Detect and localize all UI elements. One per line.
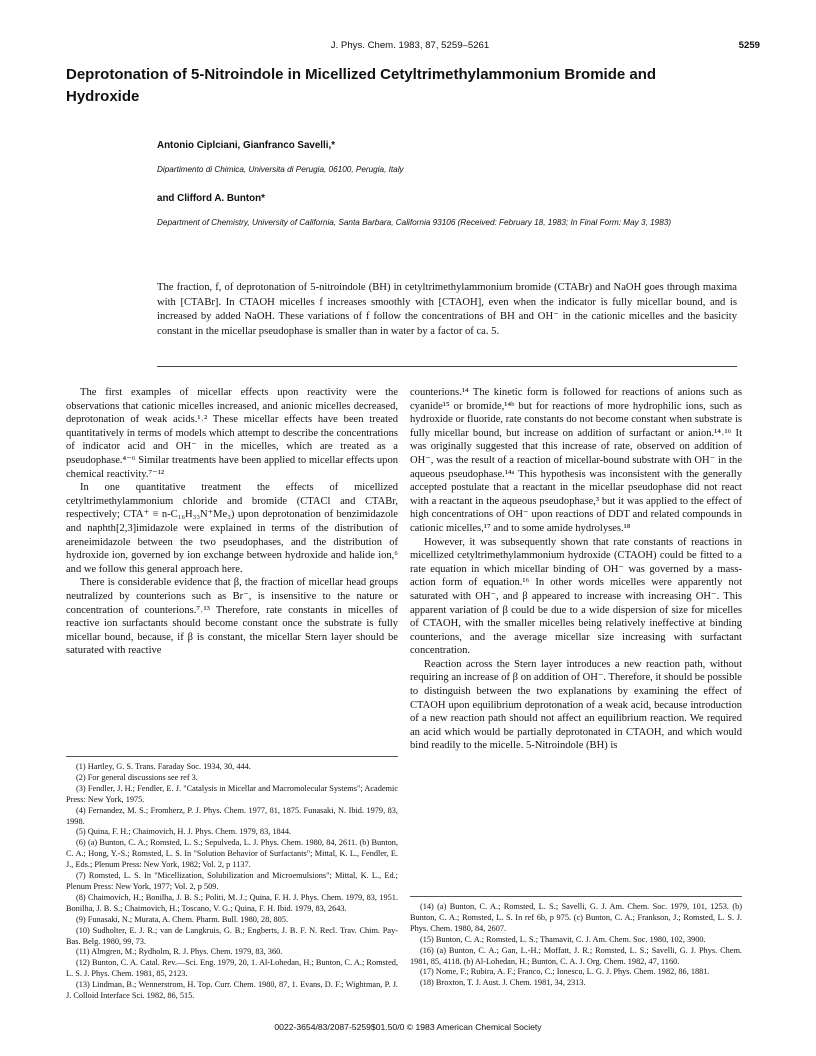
footnote: (18) Broxton, T. J. Aust. J. Chem. 1981, 34, 2313. [420,978,586,988]
paragraph: There is considerable evidence that β, the fraction of micellar head groups neutralized by counterions such as Br⁻, is insensitive to the nature or concentration of counterions.⁷˒¹³ Therefore, rate constants in micelles of reactive ion surfactants should become constant once the substrate is fully micellar bound, because, if β is constant, the micellar Stern layer should be saturated with reactive [66,577,398,657]
running-header [60,40,760,54]
paragraph: Reaction across the Stern layer introduces a new reaction path, without requiring an increase of β on addition of OH⁻. Therefore, it should be possible to distinguish between the two explanations by examining the effect of CTAOH upon equilibrium deprotonation of a weak acid, because introduction of a new reaction path should not affect an equilibrium reaction. We required an acid which would be partially deprotonated in CTAOH, and which would bind readily to the micelle. 5-Nitroindole (BH) is [410,658,742,752]
copyright-footer: 0022-3654/83/2087-5259$01.50/0 © 1983 American Chemical Society [274,1022,542,1032]
affiliation-2: Department of Chemistry, University of California, Santa Barbara, California 93106 (Received: February 18, 1983; In Final Form: May 3, 1983) [157,218,672,227]
footnote: (7) Romsted, L. S. In "Micellization, Solubilization and Microemulsions"; Mittal, K. L., Ed.; Plenum Press: New York, 1977; Vol. 2, p 509. [66,871,398,891]
body-column-right [410,386,742,753]
footnote: (15) Bunton, C. A.; Romsted, L. S.; Thamavit, C. J. Am. Chem. Soc. 1980, 102, 3900. [420,934,706,944]
abstract-divider [157,366,737,367]
affiliation-1: Dipartimento di Chimica, Universita di Perugia, 06100, Perugia, Italy [157,165,404,174]
footnote: (5) Quina, F. H.; Chaimovich, H. J. Phys. Chem. 1979, 83, 1844. [76,827,292,837]
footnote: (8) Chaimovich, H.; Bonilha, J. B. S.; Politi, M. J.; Quina, F. H. J. Phys. Chem. 1979, 83, 1951. Bonilha, J. B. S.; Chaimovich, H.; Toscano, V. G.; Quina, F. H. Ibid. 1979, 83, 2643. [66,892,398,913]
footnote: (10) Sudholter, E. J. R.; van de Langkruis, G. B.; Engberts, J. B. F. N. Recl. Trav. Chim. Pay-Bas. Belg. 1980, 99, 73. [66,925,398,946]
footnotes-left [66,762,398,1002]
abstract: The fraction, f, of deprotonation of 5-nitroindole (BH) in cetyltrimethylammonium bromide (CTABr) and NaOH goes through maxima with [CTABr]. In CTAOH micelles f increases smoothly with [CTAOH], even when the indicator is fully micellar bound, and is increased by added NaOH. These variations of f follow the concentrations of BH and OH⁻ in the cationic micelles and the basicity constant in the micellar pseudophase is smaller than in water by a factor of ca. 5. [157,282,737,337]
footnote: (3) Fendler, J. H.; Fendler, E. J. "Catalysis in Micellar and Macromolecular Systems"; Academic Press: New York, 1975. [66,783,398,804]
footnote: (16) (a) Bunton, C. A.; Gan, L.-H.; Moffatt, J. R.; Romsted, L. S.; Savelli, G. J. Phys. Chem. 1981, 85, 4118. (b) Al-Lohedan, H.; Bunton, C. A. J. Org. Chem. 1982, 47, 1160. [410,945,742,966]
footnote-divider [410,896,742,897]
footnote-divider [66,756,398,757]
body-column-left [66,386,398,658]
footnote: (9) Funasaki, N.; Murata, A. Chem. Pharm. Bull. 1980, 28, 805. [76,914,289,924]
footnote: (1) Hartley, G. S. Trans. Faraday Soc. 1934, 30, 444. [76,762,251,771]
footnote: (11) Almgren, M.; Rydholm, R. J. Phys. Chem. 1979, 83, 360. [76,947,283,957]
paragraph: However, it was subsequently shown that rate constants of reactions in micellized cetyltrimethylammonium hydroxide (CTAOH) could be fitted to a rate equation in which micellar binding of OH⁻ was governed by a mass-action form of equation.¹⁶ In other words micelles were apparently not saturated with OH⁻, and β appeared to increase with increasing OH⁻. This apparent variation of β could be due to a wide dispersion of size for micelles of CTAOH, with the smaller micelles being relatively ineffective at binding counterions, and the average micellar size increasing with surfactant concentration. [410,536,742,657]
footnotes-right [410,902,742,989]
author-names-1: Antonio Ciplciani, Gianfranco Savelli,* [157,140,336,151]
page-number: 5259 [738,40,760,51]
author-names-2: and Clifford A. Bunton* [157,193,265,204]
footnote: (17) Nome, F.; Rubira, A. F.; Franco, C.; Ionescu, L. G. J. Phys. Chem. 1982, 86, 1881. [420,967,710,977]
article-title: Deprotonation of 5-Nitroindole in Micellized Cetyltrimethylammonium Bromide and Hydroxide [66,66,657,105]
footnote: (2) For general discussions see ref 3. [76,772,198,782]
footnote: (13) Lindman, B.; Wennerstrom, H. Top. Curr. Chem. 1980, 87, 1. Evans, D. F.; Wightman, P. J. J. Colloid Interface Sci. 1982, 86, 515. [66,980,398,1001]
paragraph: counterions.¹⁴ The kinetic form is followed for reactions of anions such as cyanide¹⁵ or bromide,¹⁴ᵇ but for reactions of more hydrophilic ions, such as hydroxide or fluoride, rate constants do not become constant when substrate is fully micellar bound, but increase on addition of surfactant or anion.¹⁴˒¹⁶ It was originally suggested that this increase of rate, observed on addition of OH⁻, was the result of a reaction of micellar-bound substrate with OH⁻ in the aqueous pseudophase.¹⁴ᵃ This hypothesis was inconsistent with the generally accepted postulate that a reactant in the micellar pseudophase did not react with a reactant in the aqueous pseudophase,³ but it was applied to the effect of high concentrations of OH⁻ upon reactions of DDT and related compounds in cationic micelles,¹⁷ and to some amide hydrolyses.¹⁸ [410,387,742,534]
footnote: (12) Bunton, C. A. Catal. Rev.—Sci. Eng. 1979, 20, 1. Al-Lohedan, H.; Bunton, C. A.; Romsted, L. S. J. Phys. Chem. 1981, 85, 2123. [66,958,398,979]
footnote: (14) (a) Bunton, C. A.; Romsted, L. S.; Savelli, G. J. Am. Chem. Soc. 1979, 101, 1253. (b) Bunton, C. A.; Romsted, L. S. In ref 6b, p 975. (c) Bunton, C. A.; Frankson, J.; Romsted, L. S. J. Phys. Chem. 1980, 84, 2607. [410,902,742,933]
footnote: (4) Fernandez, M. S.; Fromherz, P. J. Phys. Chem. 1977, 81, 1875. Funasaki, N. Ibid. 1979, 83, 1998. [66,805,398,826]
paragraph: In one quantitative treatment the effects of micellized cetyltrimethylammonium chloride and bromide (CTACl and CTABr, respectively; CTA⁺ ≡ n-C₁₆H₃₃N⁺Me₃) upon deprotonation of benzimidazole and naphth[2,3]imidazole were explained in terms of the distribution of areneimidazole between the two pseudophases, and the distribution of hydroxide ion, governed by ion exchange between hydroxide and halide ion,⁶ and we follow this general approach here. [66,482,398,575]
journal-citation: J. Phys. Chem. 1983, 87, 5259–5261 [330,40,490,51]
paragraph: The first examples of micellar effects upon reactivity were the observations that cationic micelles increased, and anionic micelles decreased, deprotonation of weak acids.¹˒² These micellar effects have been treated quantitatively in terms of models which attempt to describe the concentrations of indicator acid and OH⁻ in the micelles, which are treated as a pseudophase.⁴⁻⁶ Similar treatments have been applied to micellar effects upon chemical reactivity.⁷⁻¹² [66,387,398,480]
footnote: (6) (a) Bunton, C. A.; Romsted, L. S.; Sepulveda, L. J. Phys. Chem. 1980, 84, 2611. (b) Bunton, C. A.; Hong, Y.-S.; Romsted, L. S. In "Solution Behavior of Surfactants"; Mittal, K. L., Fendler, E. J., Eds.; Plenum Press: New York, 1982; Vol. 2, p 1137. [66,838,398,870]
